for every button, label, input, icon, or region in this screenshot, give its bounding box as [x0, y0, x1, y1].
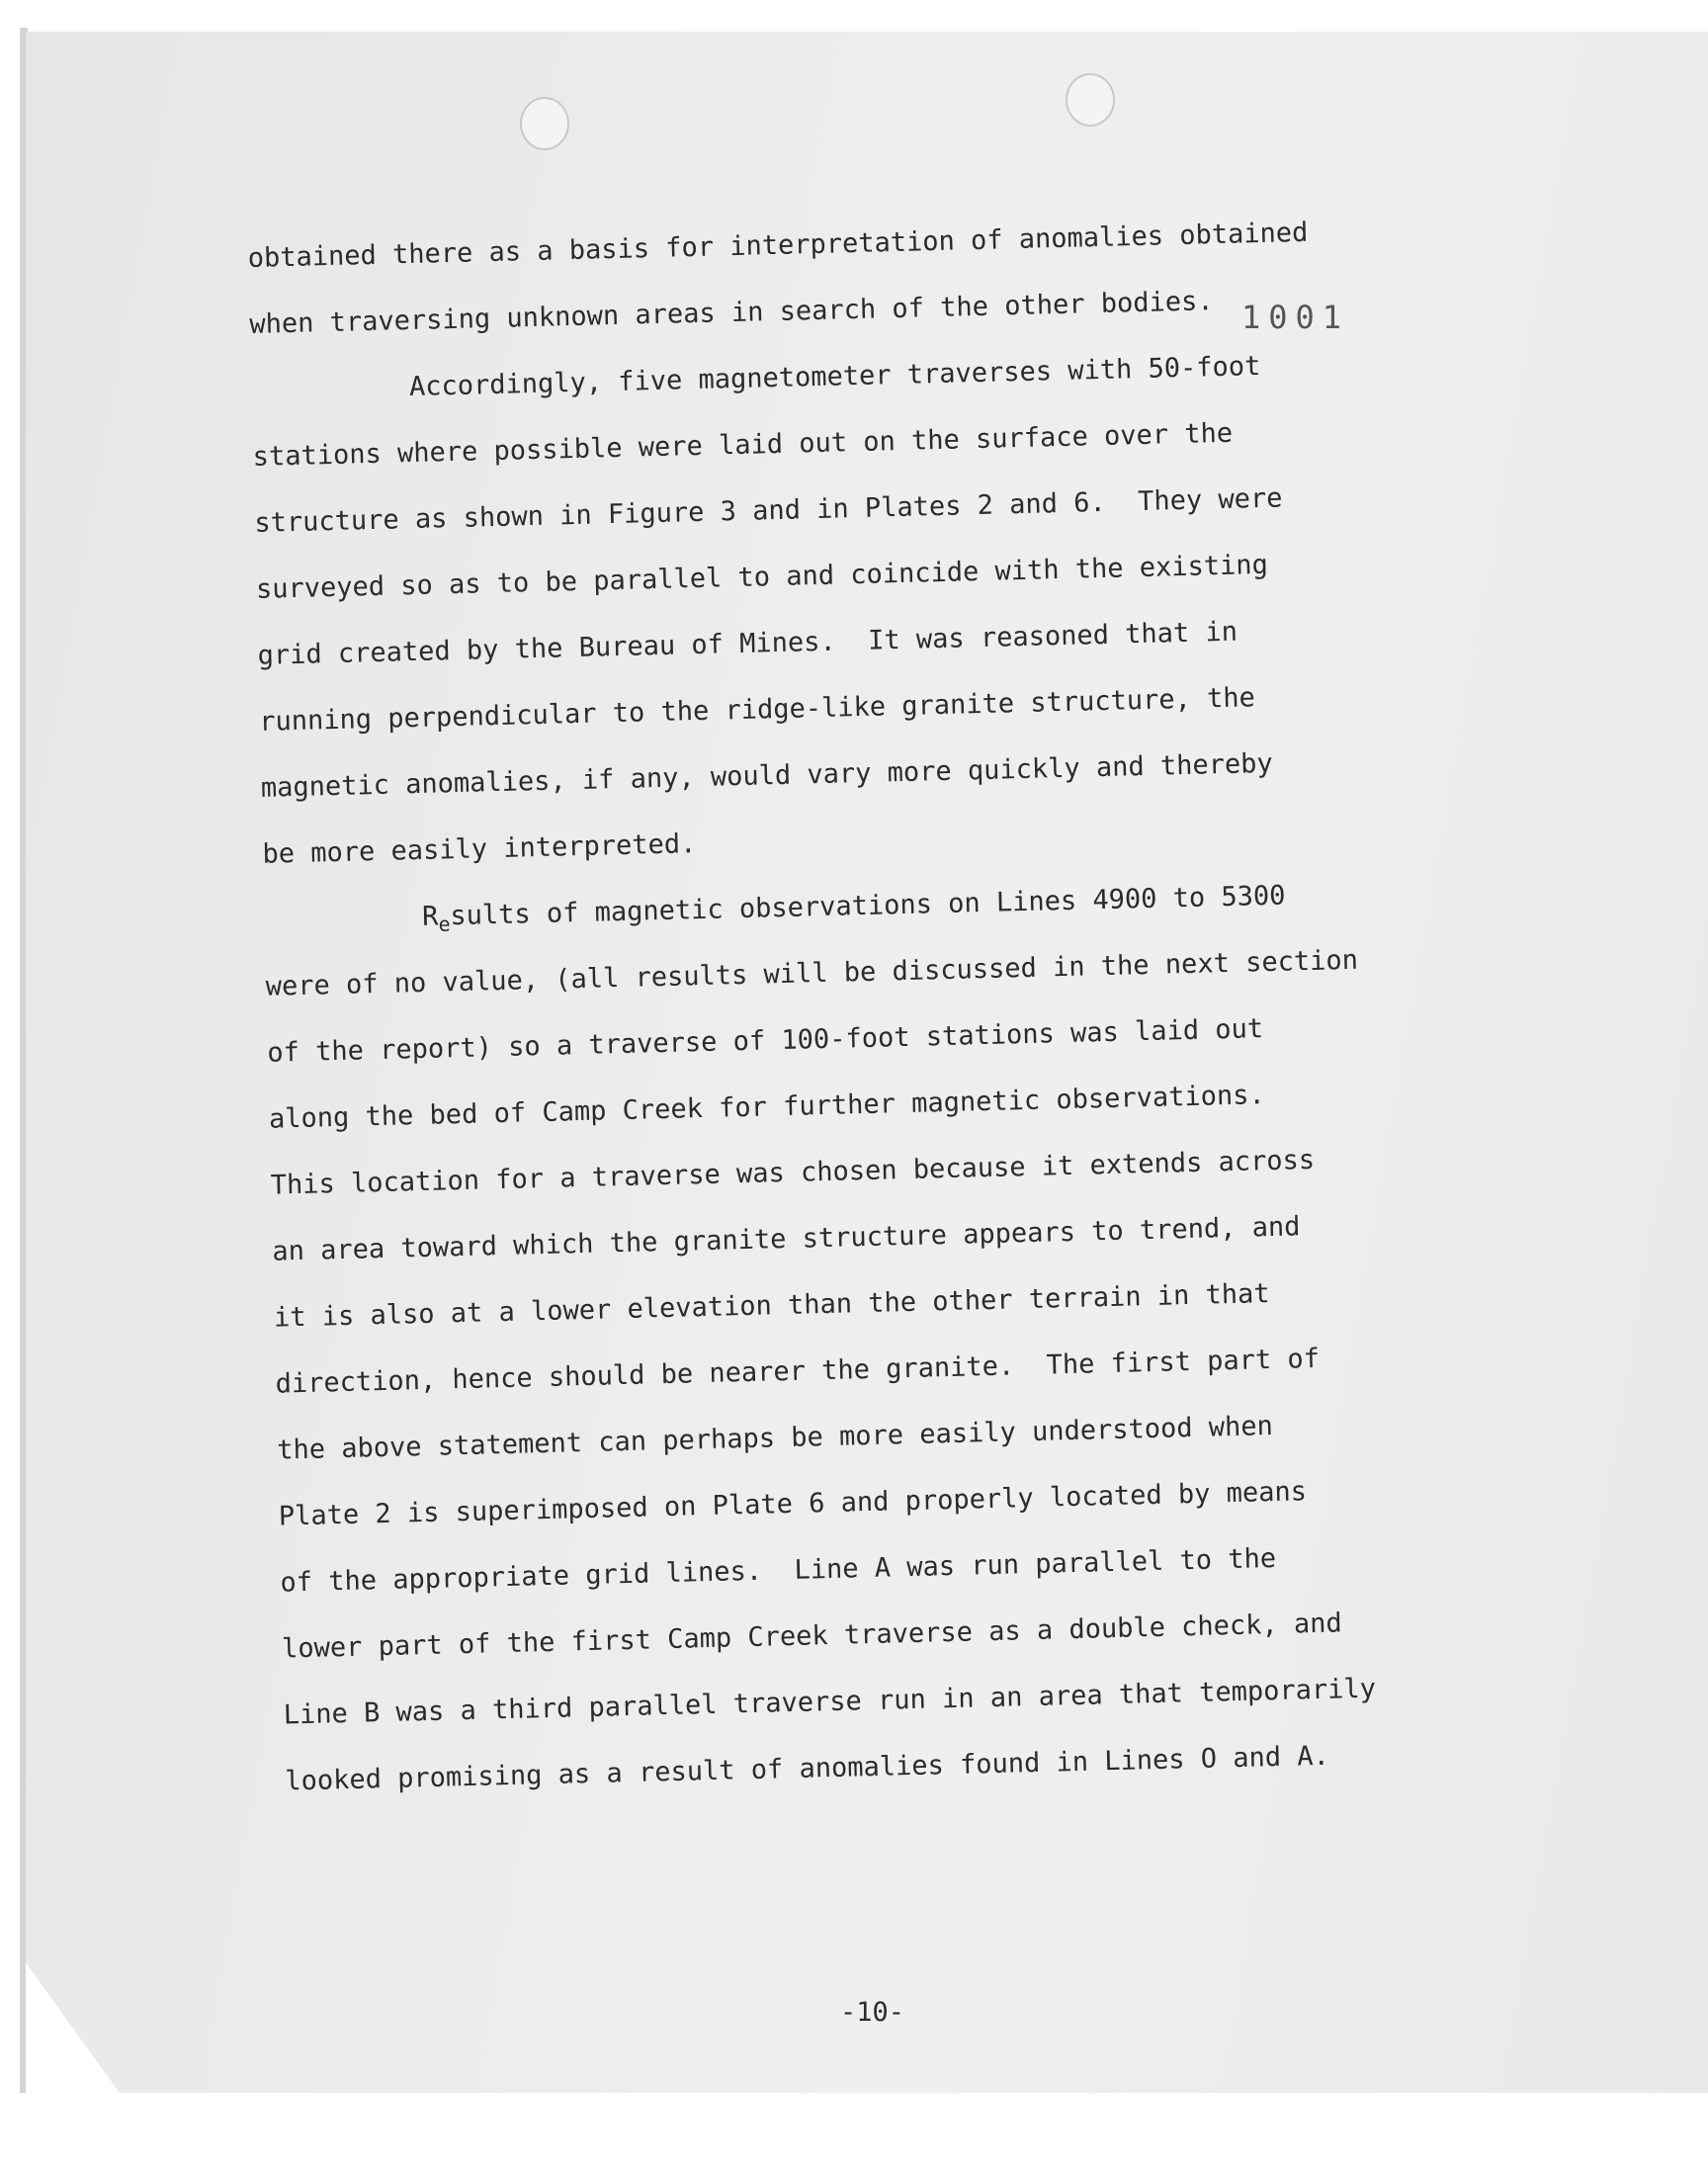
text-line: of the appropriate grid lines. Line A was run parallel to the	[280, 1542, 1277, 1599]
text-line: of the report) so a traverse of 100-foot stations was laid out	[267, 1013, 1264, 1069]
text-line: direction, hence should be nearer the granite. The first part of	[275, 1343, 1321, 1400]
text-line: an area toward which the granite structure appears to trend, and	[271, 1211, 1301, 1267]
text-line: structure as shown in Figure 3 and in Plates 2 and 6. They were	[253, 482, 1283, 539]
text-line: when traversing unknown areas in search of the other bodies.	[249, 286, 1214, 340]
folded-corner	[26, 1962, 120, 2093]
text-line: surveyed so as to be parallel to and coincide with the existing	[255, 549, 1269, 605]
body-text	[247, 197, 1472, 1815]
text-line: running perpendicular to the ridge-like granite structure, the	[258, 682, 1256, 738]
text-line: lower part of the first Camp Creek traverse as a double check, and	[281, 1608, 1343, 1665]
text-line: looked promising as a result of anomalies found in Lines O and A.	[285, 1740, 1330, 1797]
text-line: along the bed of Camp Creek for further magnetic observations.	[268, 1080, 1266, 1135]
text-line: Line B was a third parallel traverse run in an area that temporarily	[283, 1673, 1377, 1731]
punch-hole-left	[520, 97, 569, 150]
text-line: it is also at a lower elevation than the other terrain in that	[273, 1278, 1270, 1334]
text-line: grid created by the Bureau of Mines. It was reasoned that in	[257, 616, 1238, 671]
page-number: -10-	[840, 1997, 905, 2028]
text-line: This location for a traverse was chosen because it extends across	[270, 1144, 1316, 1201]
sheet-number: 1001	[1241, 299, 1350, 336]
text-line: Plate 2 is superimposed on Plate 6 and properly located by means	[278, 1476, 1308, 1532]
text-line: Accordingly, five magnetometer traverses with 50-foot	[408, 350, 1261, 403]
text-line: be more easily interpreted.	[262, 828, 697, 870]
results-initial: R	[421, 901, 439, 932]
text-line: were of no value, (all results will be discussed in the next section	[265, 944, 1359, 1002]
text-line: stations where possible were laid out on the surface over the	[252, 417, 1234, 473]
results-subscript: e	[438, 912, 451, 936]
text-line: magnetic anomalies, if any, would vary more quickly and thereby	[260, 747, 1274, 804]
text-line: the above statement can perhaps be more easily understood when	[276, 1411, 1274, 1466]
punch-hole-right	[1066, 73, 1115, 127]
results-rest: sults of magnetic observations on Lines 4900 to 5300	[450, 880, 1286, 932]
text-line: obtained there as a basis for interpretation of anomalies obtained	[247, 217, 1309, 274]
